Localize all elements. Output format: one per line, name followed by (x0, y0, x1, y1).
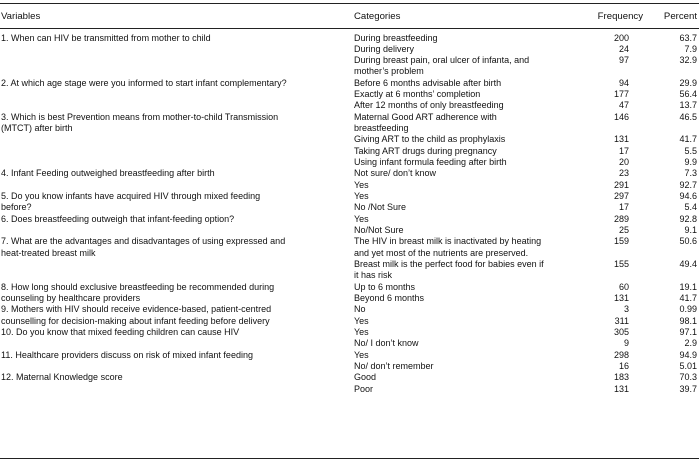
percent-value: 7.3 (684, 168, 697, 179)
question-text: heat-treated breast milk (1, 247, 96, 258)
percent-value: 0.99 (679, 304, 697, 315)
frequency-value: 24 (618, 43, 629, 54)
category-text: Not sure/ don’t know (354, 168, 437, 179)
question-text: 5. Do you know infants have acquired HIV through mixed feeding (1, 191, 261, 202)
percent-value: 32.9 (679, 55, 697, 66)
category-text: Giving ART to the child as prophylaxis (354, 134, 506, 145)
frequency-value: 23 (618, 168, 629, 179)
question-text: 12. Maternal Knowledge score (1, 372, 123, 383)
question-text: 8. How long should exclusive breastfeeding be recommended during (1, 281, 275, 292)
category-text: Yes (354, 191, 369, 202)
category-text: Poor (354, 383, 374, 394)
category-text: No/Not Sure (354, 225, 404, 236)
category-text: During breastfeeding (354, 32, 438, 43)
frequency-value: 200 (613, 32, 629, 43)
percent-value: 70.3 (679, 372, 697, 383)
category-text: mother’s problem (354, 66, 424, 77)
percent-value: 94.9 (679, 349, 697, 360)
percent-value: 41.7 (679, 134, 697, 145)
question-text: 1. When can HIV be transmitted from mother to child (1, 32, 211, 43)
category-text: it has risk (354, 270, 393, 281)
header-rule (0, 28, 699, 29)
frequency-value: 131 (613, 383, 629, 394)
question-text: 7. What are the advantages and disadvantages of using expressed and (1, 236, 286, 247)
question-text: before? (1, 202, 32, 213)
category-text: Taking ART drugs during pregnancy (354, 145, 497, 156)
question-text: (MTCT) after birth (1, 123, 73, 134)
category-text: and yet most of the nutrients are preserved. (354, 247, 529, 258)
percent-value: 98.1 (679, 315, 697, 326)
frequency-value: 20 (618, 157, 629, 168)
category-text: During breast pain, oral ulcer of infanta, and (354, 55, 530, 66)
frequency-value: 131 (613, 293, 629, 304)
frequency-value: 177 (613, 89, 629, 100)
frequency-value: 25 (618, 225, 629, 236)
percent-value: 9.1 (684, 225, 697, 236)
percent-value: 94.6 (679, 191, 697, 202)
percent-value: 7.9 (684, 43, 697, 54)
category-text: During delivery (354, 43, 415, 54)
category-text: Beyond 6 months (354, 293, 425, 304)
percent-value: 63.7 (679, 32, 697, 43)
percent-value: 9.9 (684, 157, 697, 168)
category-text: Yes (354, 315, 369, 326)
category-text: No /Not Sure (354, 202, 407, 213)
category-text: After 12 months of only breastfeeding (354, 100, 504, 111)
category-text: Using infant formula feeding after birth (354, 157, 507, 168)
top-rule (0, 3, 699, 4)
frequency-value: 9 (623, 338, 629, 349)
category-text: Up to 6 months (354, 281, 416, 292)
question-text: 9. Mothers with HIV should receive evidence-based, patient-centred (1, 304, 272, 315)
percent-value: 19.1 (679, 281, 697, 292)
category-text: Yes (354, 213, 369, 224)
header-percent: Percent (663, 11, 697, 22)
header-categories: Categories (354, 11, 401, 22)
frequency-value: 298 (613, 349, 629, 360)
category-text: Good (354, 372, 377, 383)
category-text: No/ I don’t know (354, 338, 419, 349)
category-text: The HIV in breast milk is inactivated by heating (354, 236, 542, 247)
category-text: No/ don’t remember (354, 361, 434, 372)
frequency-value: 291 (613, 179, 629, 190)
percent-value: 46.5 (679, 111, 697, 122)
category-text: Maternal Good ART adherence with (354, 111, 497, 122)
question-text: 3. Which is best Prevention means from mother-to-child Transmission (1, 111, 279, 122)
frequency-value: 3 (623, 304, 629, 315)
question-text: 4. Infant Feeding outweighed breastfeeding after birth (1, 168, 215, 179)
percent-value: 39.7 (679, 383, 697, 394)
category-text: Before 6 months advisable after birth (354, 77, 502, 88)
frequency-value: 94 (618, 77, 629, 88)
percent-value: 92.7 (679, 179, 697, 190)
category-text: Breast milk is the perfect food for babies even if (354, 259, 544, 270)
bottom-rule (0, 458, 699, 459)
header-frequency: Frequency (597, 11, 643, 22)
category-text: Yes (354, 179, 369, 190)
frequency-value: 146 (613, 111, 629, 122)
category-text: Exactly at 6 months’ completion (354, 89, 481, 100)
percent-value: 13.7 (679, 100, 697, 111)
category-text: Yes (354, 327, 369, 338)
question-text: counseling by healthcare providers (1, 293, 141, 304)
question-text: 2. At which age stage were you informed to start infant complementary? (1, 77, 287, 88)
percent-value: 50.6 (679, 236, 697, 247)
percent-value: 97.1 (679, 327, 697, 338)
question-text: 11. Healthcare providers discuss on risk of mixed infant feeding (1, 349, 253, 360)
frequency-value: 47 (618, 100, 629, 111)
frequency-value: 97 (618, 55, 629, 66)
frequency-value: 17 (618, 202, 629, 213)
percent-value: 5.01 (679, 361, 697, 372)
frequency-value: 297 (613, 191, 629, 202)
percent-value: 2.9 (684, 338, 697, 349)
frequency-value: 17 (618, 145, 629, 156)
frequency-value: 289 (613, 213, 629, 224)
frequency-value: 183 (613, 372, 629, 383)
header-variables: Variables (1, 11, 41, 22)
percent-value: 29.9 (679, 77, 697, 88)
percent-value: 5.5 (684, 145, 697, 156)
frequency-value: 311 (614, 315, 629, 326)
frequency-value: 60 (618, 281, 629, 292)
question-text: 10. Do you know that mixed feeding children can cause HIV (1, 327, 240, 338)
frequency-value: 305 (613, 327, 629, 338)
frequency-value: 16 (618, 361, 629, 372)
category-text: No (354, 304, 366, 315)
category-text: Yes (354, 349, 369, 360)
percent-value: 49.4 (679, 259, 697, 270)
frequency-value: 159 (613, 236, 629, 247)
category-text: breastfeeding (354, 123, 409, 134)
percent-value: 5.4 (684, 202, 697, 213)
percent-value: 92.8 (679, 213, 697, 224)
question-text: 6. Does breastfeeding outweigh that infant-feeding option? (1, 213, 235, 224)
question-text: counselling for decision-making about infant feeding before delivery (1, 315, 270, 326)
frequency-value: 155 (613, 259, 629, 270)
percent-value: 41.7 (679, 293, 697, 304)
frequency-value: 131 (613, 134, 629, 145)
percent-value: 56.4 (679, 89, 697, 100)
